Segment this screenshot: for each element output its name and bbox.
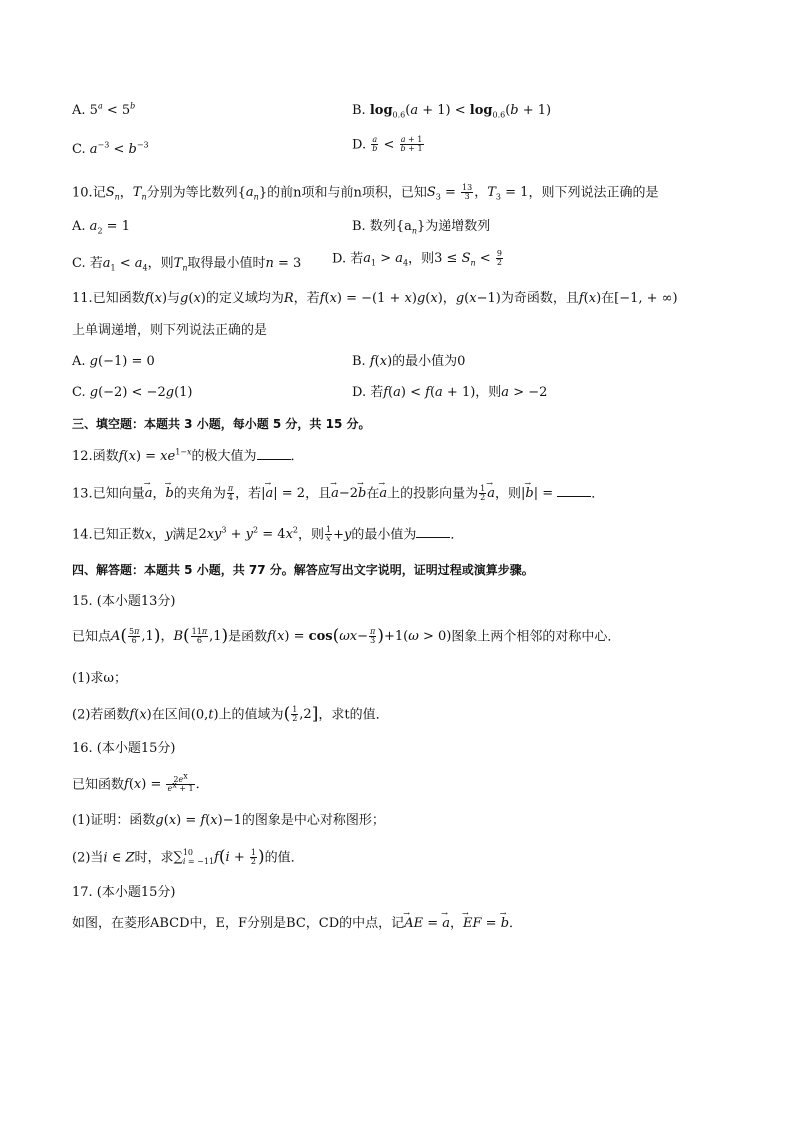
q9-option-b: B. $\log_{0.6}(a + 1) < \log_{0.6}(b + 1)$ bbox=[352, 103, 552, 120]
q16-header: 16. (本小题15分) bbox=[72, 741, 176, 756]
q11-option-a: A. g(−1) = 0 bbox=[72, 354, 155, 369]
answer-blank bbox=[557, 486, 591, 497]
q15-part1: (1)求ω； bbox=[72, 671, 128, 686]
answer-blank bbox=[416, 527, 450, 538]
q17-stem: 如图，在菱形ABCD中，E，F分别是BC，CD的中点，记→ AE = → a，→ EF = → b． bbox=[72, 917, 522, 930]
q15-part2: (2)若函数f(x)在区间(0,t)上的值域为( $\frac{1}{2}$ ,2]，求t的值． bbox=[72, 704, 389, 725]
q16-part2: (2)当i ∈ Z时，求∑ 10 i = −11 f(i + $\frac{1}{2}$ )的值． bbox=[72, 847, 304, 868]
q15-stem: 已知点A( $\frac{5\pi}{6}$ ,1)，B( $\frac{11\pi}{6}$ ,1)是函数f(x) = cos(ωx− $\frac{\pi}{3}$ )+1(ω > 0)图象上两个相邻的对称中心． bbox=[72, 626, 621, 647]
q11-option-b: B. f(x)的最小值为0 bbox=[352, 354, 466, 369]
q10-stem: 10.记$S_n$，$T_n$分别为等比数列$\{a_n\}$的前n项和与前n项积，已知$S_3$ = $\frac{13}{3}$ ，$T_3 = 1$，则下列说法正确的是 bbox=[72, 183, 659, 202]
q16-part1: (1)证明：函数g(x) = f(x)−1的图象是中心对称图形； bbox=[72, 813, 385, 828]
q15-header: 15. (本小题13分) bbox=[72, 594, 176, 609]
q11-option-d: D. 若f(a) < f(a + 1)，则a > −2 bbox=[352, 385, 548, 400]
q9-option-c: C. $a^{-3} < b^{-3}$ bbox=[72, 140, 149, 157]
q17-header: 17. (本小题15分) bbox=[72, 885, 176, 900]
q11-stem: 11.已知函数f(x)与g(x)的定义域均为R，若f(x) = −(1 + x)g(x)，g(x−1)为奇函数，且f(x)在[−1, + ∞) bbox=[72, 291, 678, 306]
q14-stem: 14.已知正数x，y满足$2xy^3 + y^2 = 4x^2$，则 $\frac{1}{x}$ +y的最小值为 ． bbox=[72, 525, 464, 544]
q13-stem: 13.已知向量→ a，→ b的夹角为 $\frac{\pi}{4}$ ，若|→ a| = 2，且→ a−2→ b在→ a上的投影向量为 $\frac{1}{2}$ → a，则|→ b| = ． bbox=[72, 485, 604, 503]
q9-option-d: D. $\frac{a}{b}$ < $\frac{a + 1}{b + 1}$ bbox=[352, 135, 423, 154]
q9-option-a: A. $5^a < 5^b$ bbox=[72, 101, 136, 118]
q10-option-a: A. $a_2 = 1$ bbox=[72, 219, 130, 236]
q11-option-c: C. g(−2) < −2g(1) bbox=[72, 385, 193, 400]
q10-option-b: B. 数列$\{a_n\}$为递增数列 bbox=[352, 219, 491, 236]
q11-stem-line2: 上单调递增，则下列说法正确的是 bbox=[72, 323, 268, 338]
section-4-heading: 四、解答题：本题共 5 小题，共 77 分。解答应写出文字说明，证明过程或演算步骤。 bbox=[72, 563, 534, 577]
q10-option-d: D. 若$a_1 > a_4$，则$3 \le S_n$ < $\frac{9}{2}$ bbox=[332, 249, 502, 268]
q12-stem: 12.函数$f(x) = xe^{1-x}$的极大值为 ． bbox=[72, 447, 304, 464]
answer-blank bbox=[257, 449, 291, 460]
q16-stem: 已知函数f(x) = $\frac{2e^x}{e^x + 1}$ ． bbox=[72, 771, 209, 794]
section-3-heading: 三、填空题：本题共 3 小题，每小题 5 分，共 15 分。 bbox=[72, 417, 371, 431]
q10-option-c: C. 若$a_1 < a_4$，则$T_n$取得最小值时n = 3 bbox=[72, 256, 302, 273]
